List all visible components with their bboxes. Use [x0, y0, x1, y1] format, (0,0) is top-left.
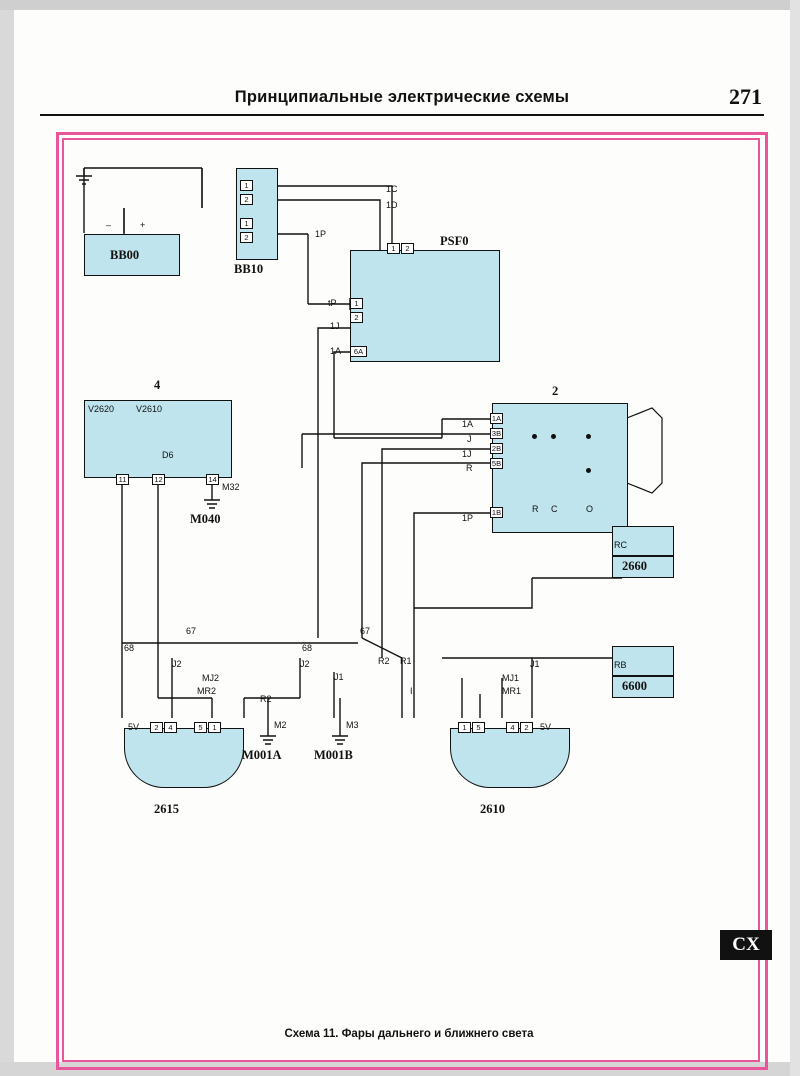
- cluster4-pin-12[interactable]: 12: [152, 474, 165, 485]
- page: [14, 10, 790, 1062]
- label-m32: M32: [222, 482, 240, 492]
- switch2-mark-r: R: [532, 504, 539, 514]
- wire-label: tP: [328, 298, 337, 308]
- psf0-pin-top-1[interactable]: 1: [387, 243, 400, 254]
- bb10-pin-4[interactable]: 2: [240, 232, 253, 243]
- wire-label: 1A: [330, 346, 342, 356]
- wire-label: MR2: [197, 686, 217, 696]
- scan-edge-right: [790, 0, 800, 1076]
- wire-label: 68: [124, 643, 135, 653]
- label-rb: RB: [614, 660, 627, 670]
- label-2610: 2610: [480, 802, 505, 816]
- lamp2615-pin-5[interactable]: 5: [194, 722, 207, 733]
- wire-label: 68: [302, 643, 313, 653]
- wire-label: 1J: [462, 449, 472, 459]
- label-m001b: M001B: [314, 748, 353, 762]
- lamp2615-pin-2[interactable]: 2: [150, 722, 163, 733]
- page-number: 271: [729, 84, 762, 109]
- label-6600: 6600: [622, 679, 647, 693]
- component-psf0[interactable]: [350, 250, 500, 362]
- lamp2615-pin-1[interactable]: 1: [208, 722, 221, 733]
- switch2-contact-dot-3: [586, 434, 591, 439]
- wire-label: 67: [360, 626, 371, 636]
- wire-label: I: [410, 686, 413, 696]
- psf0-pin-mid-1[interactable]: 1: [350, 298, 363, 309]
- switch2-pin-5b[interactable]: 5B: [491, 459, 502, 468]
- label-diode-d6: D6: [162, 450, 174, 460]
- switch2-pin-2b[interactable]: 2B: [491, 444, 502, 453]
- switch2-pin-3b[interactable]: 3B: [491, 429, 502, 438]
- page-title: Принципиальные электрические схемы: [234, 88, 570, 106]
- label-bb00: BB00: [110, 248, 140, 262]
- lamp2615-pin-4[interactable]: 4: [164, 722, 177, 733]
- component-lamp-2615[interactable]: [124, 728, 244, 788]
- label-psf0: PSF0: [440, 234, 469, 248]
- psf0-pin-top-2[interactable]: 2: [401, 243, 414, 254]
- label-2660: 2660: [622, 559, 647, 573]
- lamp2615-5v: 5V: [128, 722, 140, 732]
- switch2-mark-c: C: [551, 504, 558, 514]
- wire-label: 67: [186, 626, 197, 636]
- wire-label: 1D: [386, 200, 398, 210]
- wire-label: J: [467, 434, 472, 444]
- wiring-diagram: [62, 138, 756, 1028]
- wire-label: 1P: [462, 513, 474, 523]
- wire-label: J2: [300, 659, 310, 669]
- bb10-pin-1[interactable]: 1: [240, 180, 253, 191]
- lamp2610-pin-5[interactable]: 5: [472, 722, 485, 733]
- label-m040: M040: [190, 512, 221, 526]
- label-m3: M3: [346, 720, 359, 730]
- cluster4-pin-14[interactable]: 14: [206, 474, 219, 485]
- diagram-caption: Схема 11. Фары дальнего и ближнего света: [284, 1028, 534, 1040]
- switch2-pin-1b[interactable]: 1B: [491, 508, 502, 517]
- scan-edge-left: [0, 0, 14, 1076]
- lamp2610-pin-4[interactable]: 4: [506, 722, 519, 733]
- wire-label: MJ1: [502, 673, 520, 683]
- lamp2610-5v: 5V: [540, 722, 552, 732]
- wire-label: J2: [172, 659, 182, 669]
- wire-label: R1: [400, 656, 412, 666]
- bb10-pin-2[interactable]: 2: [240, 194, 253, 205]
- component-switch-2[interactable]: [492, 403, 628, 533]
- battery-minus: –: [106, 220, 112, 230]
- psf0-pin-6a[interactable]: 6A: [350, 346, 367, 357]
- label-switch-2: 2: [552, 384, 559, 398]
- label-rc: RC: [614, 540, 627, 550]
- lamp2610-pin-2[interactable]: 2: [520, 722, 533, 733]
- switch2-contact-dot-2: [551, 434, 556, 439]
- label-bb10: BB10: [234, 262, 264, 276]
- section-tab: CX: [720, 930, 772, 960]
- wire-label: 1A: [462, 419, 474, 429]
- label-2615: 2615: [154, 802, 179, 816]
- wire-label: 1J: [330, 321, 340, 331]
- switch2-contact-dot-1: [532, 434, 537, 439]
- wire-label: 1C: [386, 184, 398, 194]
- wire-label: MJ2: [202, 673, 220, 683]
- label-m001a: M001A: [242, 748, 282, 762]
- wire-label: 1P: [315, 229, 327, 239]
- switch2-contact-dot-4: [586, 468, 591, 473]
- cluster4-pin-11[interactable]: 11: [116, 474, 129, 485]
- psf0-pin-mid-2[interactable]: 2: [350, 312, 363, 323]
- scan-edge-top: [0, 0, 800, 10]
- wire-label: J1: [530, 659, 540, 669]
- component-lamp-2610[interactable]: [450, 728, 570, 788]
- label-m2: M2: [274, 720, 287, 730]
- wire-label: R2: [260, 694, 272, 704]
- label-v2610: V2610: [136, 404, 163, 414]
- label-cluster-4: 4: [154, 378, 161, 392]
- wire-label: R2: [378, 656, 390, 666]
- wire-label: R: [466, 463, 473, 473]
- switch2-mark-o: O: [586, 504, 594, 514]
- battery-plus: +: [140, 220, 146, 230]
- wire-label: J1: [334, 672, 344, 682]
- switch2-pin-1a[interactable]: 1A: [491, 414, 502, 423]
- header-rule: [40, 114, 764, 116]
- lamp2610-pin-1[interactable]: 1: [458, 722, 471, 733]
- bb10-pin-3[interactable]: 1: [240, 218, 253, 229]
- wire-label: MR1: [502, 686, 522, 696]
- label-v2620: V2620: [88, 404, 115, 414]
